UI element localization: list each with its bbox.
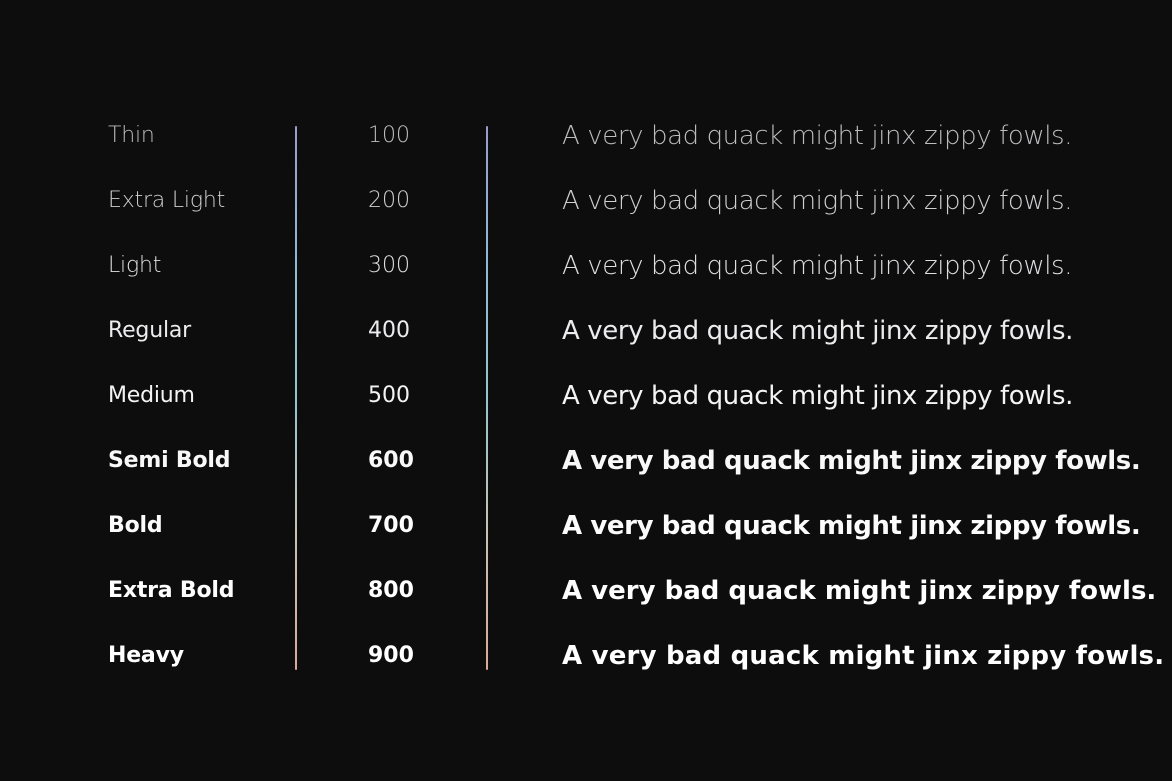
sample-text: A very bad quack might jinx zippy fowls. — [562, 316, 1073, 346]
weight-name: Semi Bold — [108, 448, 231, 473]
weight-row-extra-bold — [0, 571, 1172, 611]
weight-value: 600 — [368, 448, 414, 473]
weight-value: 100 — [368, 123, 410, 148]
weight-value: 200 — [368, 188, 410, 213]
weight-row-light — [0, 246, 1172, 286]
sample-text: A very bad quack might jinx zippy fowls. — [562, 576, 1157, 606]
weight-row-thin — [0, 116, 1172, 156]
weight-row-extra-light — [0, 181, 1172, 221]
sample-text: A very bad quack might jinx zippy fowls. — [562, 511, 1141, 541]
weight-value: 300 — [368, 253, 410, 278]
weight-name: Extra Bold — [108, 578, 235, 603]
sample-text: A very bad quack might jinx zippy fowls. — [562, 381, 1073, 411]
weight-row-heavy — [0, 636, 1172, 676]
weight-row-medium — [0, 376, 1172, 416]
weight-name: Regular — [108, 318, 191, 343]
weight-name: Extra Light — [108, 188, 226, 213]
weight-value: 800 — [368, 578, 414, 603]
weight-value: 700 — [368, 513, 414, 538]
weight-value: 500 — [368, 383, 410, 408]
weight-row-regular — [0, 311, 1172, 351]
sample-text: A very bad quack might jinx zippy fowls. — [562, 446, 1141, 476]
weight-name: Heavy — [108, 643, 184, 668]
sample-text: A very bad quack might jinx zippy fowls. — [562, 186, 1073, 216]
weight-row-semi-bold — [0, 441, 1172, 481]
sample-text: A very bad quack might jinx zippy fowls. — [562, 251, 1073, 281]
sample-text: A very bad quack might jinx zippy fowls. — [562, 121, 1073, 151]
weight-name: Thin — [108, 123, 155, 148]
weight-row-bold — [0, 506, 1172, 546]
weight-value: 400 — [368, 318, 410, 343]
weight-name: Medium — [108, 383, 195, 408]
sample-text: A very bad quack might jinx zippy fowls. — [562, 641, 1165, 671]
weight-name: Light — [108, 253, 162, 278]
weight-value: 900 — [368, 643, 414, 668]
weight-name: Bold — [108, 513, 163, 538]
